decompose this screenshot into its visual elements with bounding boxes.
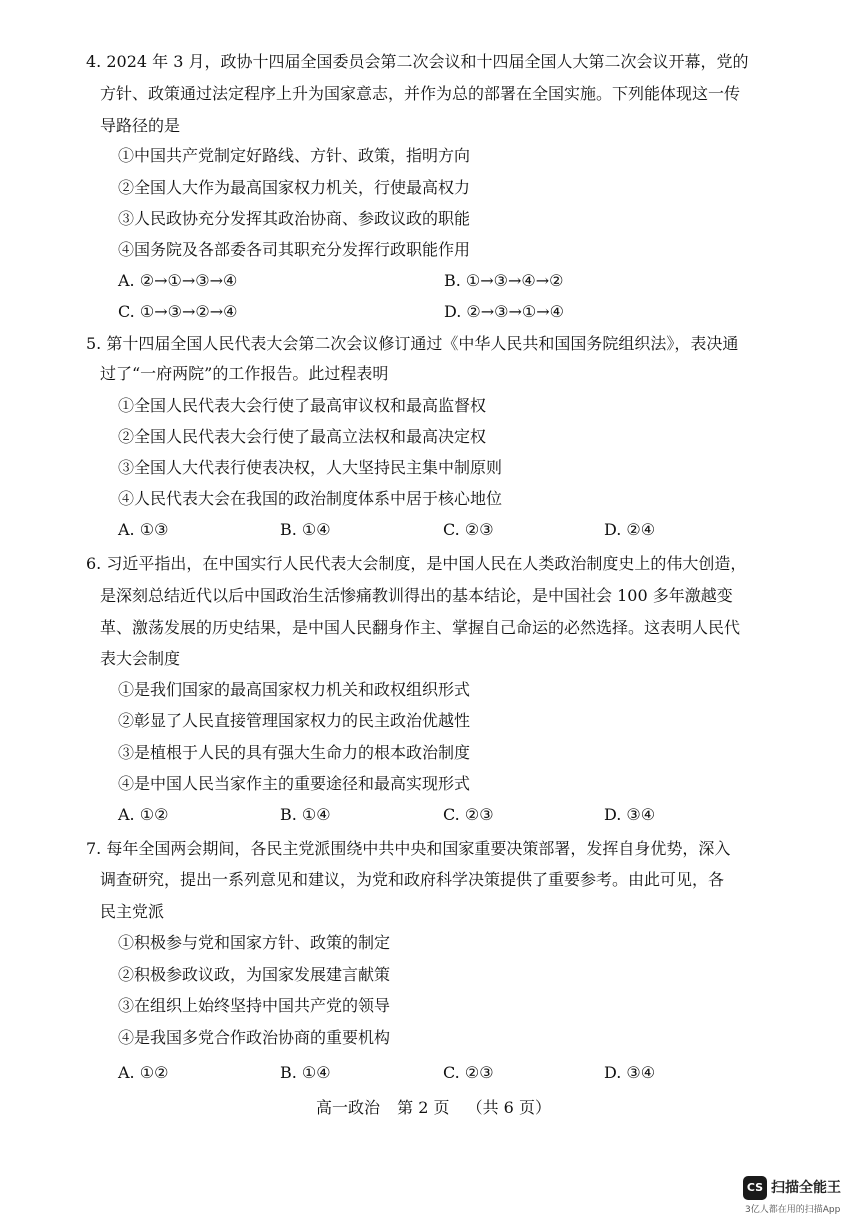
question-stem-line: 7. 每年全国两会期间，各民主党派围绕中共中央和国家重要决策部署，发挥自身优势，深入 bbox=[86, 839, 731, 858]
camscanner-logo-icon: CS bbox=[743, 1176, 767, 1200]
question-stem-line: 表大会制度 bbox=[100, 649, 181, 668]
page-footer bbox=[0, 1098, 867, 1118]
statement-2: ②全国人民代表大会行使了最高立法权和最高决定权 bbox=[118, 427, 487, 446]
question-stem-line: 方针、政策通过法定程序上升为国家意志，并作为总的部署在全国实施。下列能体现这一传 bbox=[100, 84, 741, 103]
statement-4: ④是中国人民当家作主的重要途径和最高实现形式 bbox=[118, 774, 471, 793]
question-stem-line: 导路径的是 bbox=[100, 116, 181, 135]
question-stem-line: 革、激荡发展的历史结果，是中国人民翻身作主、掌握自己命运的必然选择。这表明人民代 bbox=[100, 618, 741, 637]
choice-c: C. ②③ bbox=[443, 520, 494, 539]
question-stem-line: 5. 第十四届全国人民代表大会第二次会议修订通过《中华人民共和国国务院组织法》，表决通 bbox=[86, 334, 739, 353]
watermark-tagline: 3亿人都在用的扫描App bbox=[745, 1205, 841, 1215]
statement-1: ①积极参与党和国家方针、政策的制定 bbox=[118, 933, 391, 952]
statement-2: ②彰显了人民直接管理国家权力的民主政治优越性 bbox=[118, 711, 471, 730]
question-stem-line: 6. 习近平指出，在中国实行人民代表大会制度，是中国人民在人类政治制度史上的伟大创造， bbox=[86, 554, 747, 573]
choice-c: C. ②③ bbox=[443, 805, 494, 824]
choice-a: A. ①③ bbox=[118, 520, 169, 539]
statement-3: ③是植根于人民的具有强大生命力的根本政治制度 bbox=[118, 743, 471, 762]
statement-3: ③在组织上始终坚持中国共产党的领导 bbox=[118, 996, 391, 1015]
question-stem-line: 是深刻总结近代以后中国政治生活惨痛教训得出的基本结论，是中国社会 100 多年激越变 bbox=[100, 586, 733, 605]
choice-a: A. ①② bbox=[118, 1063, 169, 1082]
choice-c: C. ②③ bbox=[443, 1063, 494, 1082]
statement-1: ①全国人民代表大会行使了最高审议权和最高监督权 bbox=[118, 396, 487, 415]
statement-2: ②全国人大作为最高国家权力机关，行使最高权力 bbox=[118, 178, 471, 197]
question-stem-line: 过了“一府两院”的工作报告。此过程表明 bbox=[100, 364, 389, 383]
choice-b: B. ①④ bbox=[280, 1063, 331, 1082]
footer-page-number: 第 2 页 bbox=[397, 1098, 450, 1117]
statement-1: ①是我们国家的最高国家权力机关和政权组织形式 bbox=[118, 680, 471, 699]
statement-3: ③全国人大代表行使表决权，人大坚持民主集中制原则 bbox=[118, 458, 503, 477]
choice-a: A. ②→①→③→④ bbox=[118, 271, 238, 290]
scanner-watermark bbox=[743, 1176, 853, 1218]
choice-d: D. ②→③→①→④ bbox=[444, 302, 565, 321]
statement-4: ④人民代表大会在我国的政治制度体系中居于核心地位 bbox=[118, 489, 503, 508]
question-stem-line: 调查研究，提出一系列意见和建议，为党和政府科学决策提供了重要参考。由此可见，各 bbox=[100, 870, 725, 889]
choice-b: B. ①④ bbox=[280, 805, 331, 824]
statement-4: ④是我国多党合作政治协商的重要机构 bbox=[118, 1028, 391, 1047]
statement-1: ①中国共产党制定好路线、方针、政策，指明方向 bbox=[118, 146, 471, 165]
question-stem-line: 民主党派 bbox=[100, 902, 165, 921]
footer-subject: 高一政治 bbox=[316, 1098, 381, 1117]
choice-a: A. ①② bbox=[118, 805, 169, 824]
choice-b: B. ①→③→④→② bbox=[444, 271, 564, 290]
choice-d: D. ③④ bbox=[604, 1063, 656, 1082]
choice-b: B. ①④ bbox=[280, 520, 331, 539]
choice-d: D. ③④ bbox=[604, 805, 656, 824]
watermark-app-name: 扫描全能王 bbox=[771, 1180, 841, 1196]
choice-c: C. ①→③→②→④ bbox=[118, 302, 238, 321]
choice-d: D. ②④ bbox=[604, 520, 656, 539]
footer-page-total: （共 6 页） bbox=[466, 1098, 551, 1117]
statement-2: ②积极参政议政，为国家发展建言献策 bbox=[118, 965, 391, 984]
question-stem-line: 4. 2024 年 3 月，政协十四届全国委员会第二次会议和十四届全国人大第二次会议开幕，党的 bbox=[86, 52, 749, 71]
statement-4: ④国务院及各部委各司其职充分发挥行政职能作用 bbox=[118, 240, 471, 259]
statement-3: ③人民政协充分发挥其政治协商、参政议政的职能 bbox=[118, 209, 471, 228]
